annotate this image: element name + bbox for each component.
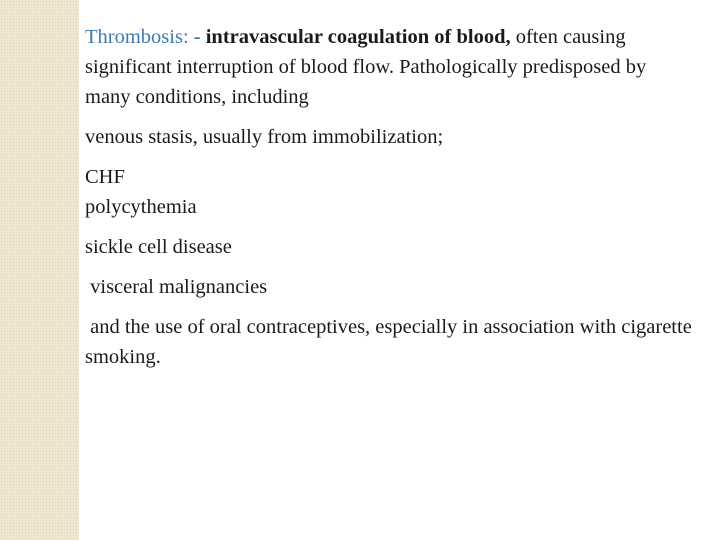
decorative-side-strip — [0, 0, 79, 540]
list-item: visceral malignancies — [85, 276, 268, 298]
list-item: polycythemia — [85, 196, 197, 218]
list-item: sickle cell disease — [85, 236, 232, 258]
list-item: CHF — [85, 166, 125, 188]
slide-content — [85, 22, 695, 382]
term-dash: - — [193, 26, 201, 48]
definition-bold: intravascular coagulation of blood, — [205, 26, 511, 48]
definition-paragraph — [85, 22, 695, 112]
list-item: and the use of oral contraceptives, especially in association with cigarette smoking. — [85, 316, 697, 368]
definition-text: often causing significant interruption of blood flow. Pathologically predisposed by many conditions, including — [85, 26, 647, 108]
list-item: venous stasis, usually from immobilization; — [85, 126, 444, 148]
term-label: Thrombosis: — [85, 26, 189, 48]
